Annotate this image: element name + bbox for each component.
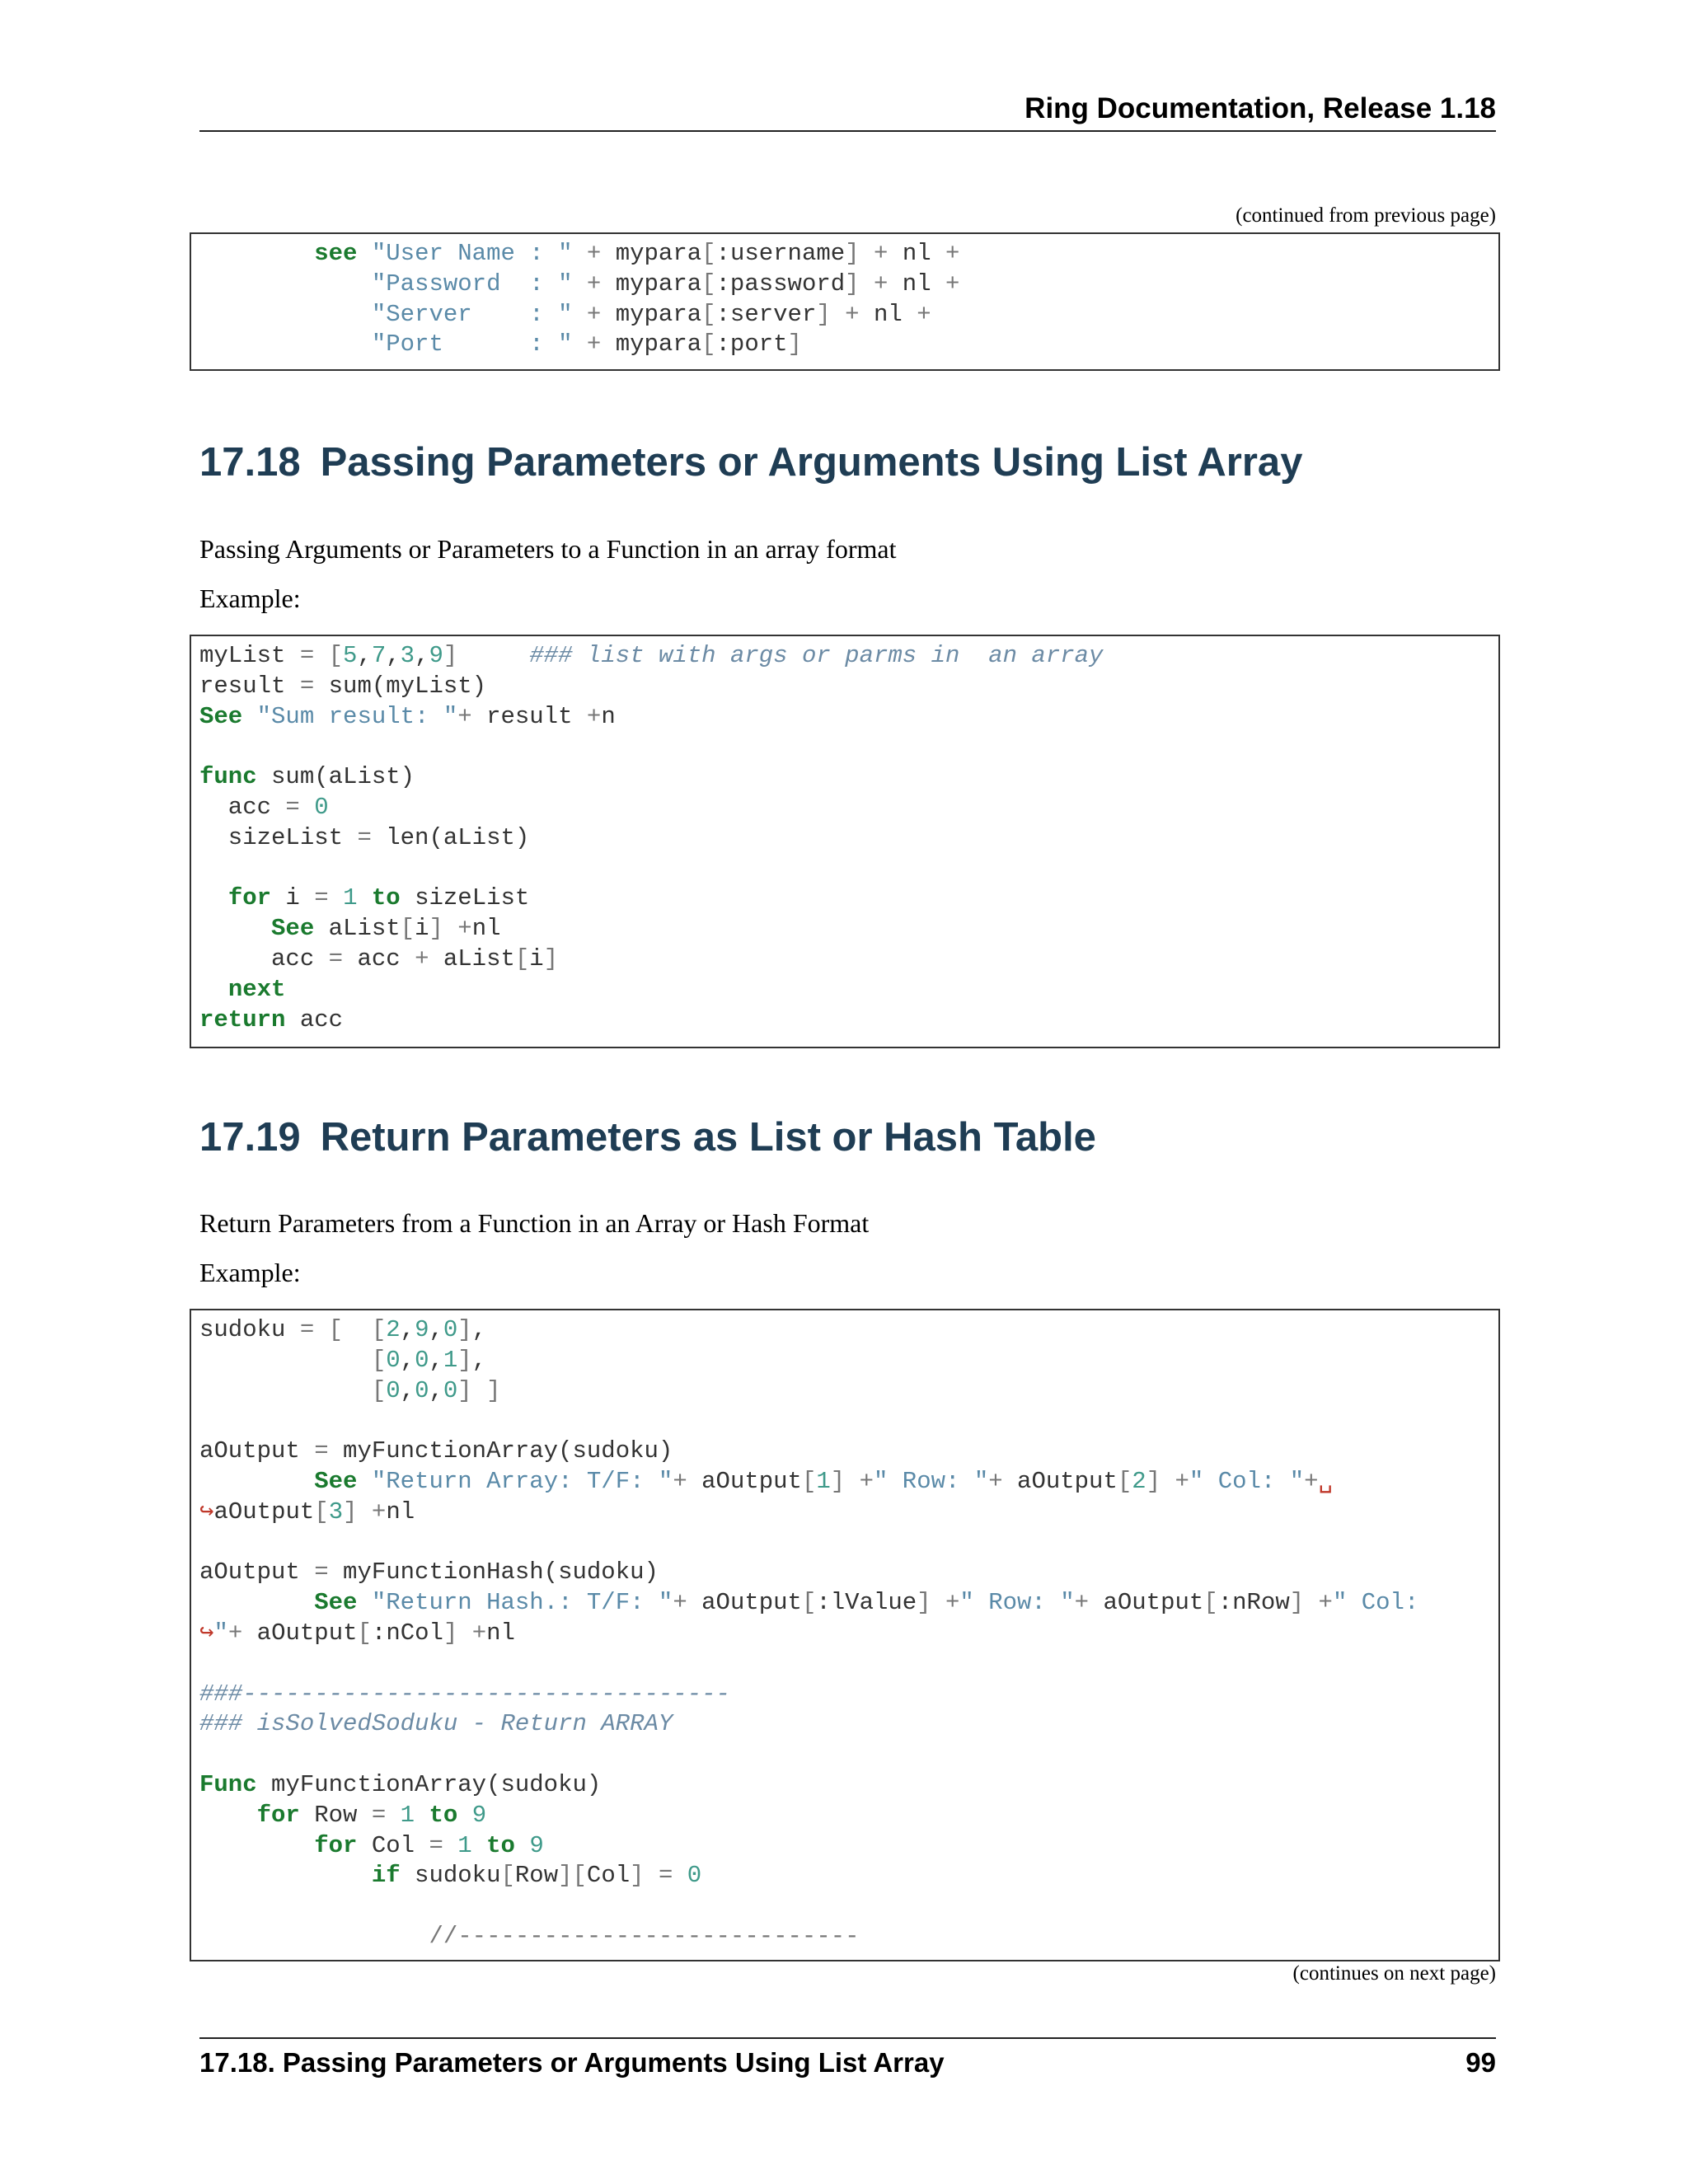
- code-line: sudoku = [ [2,9,0],: [199, 1316, 487, 1343]
- code-line: ↪aOutput[3] +nl: [199, 1497, 415, 1526]
- code-line: result = sum(myList): [199, 672, 487, 700]
- code-line: return acc: [199, 1005, 344, 1033]
- code-line: next: [227, 975, 286, 1003]
- code-line: if sudoku[Row][Col] = 0: [371, 1862, 702, 1890]
- code-block-continued: [190, 232, 1500, 371]
- code-line: "Port : " + mypara[:port]: [371, 330, 802, 359]
- code-line: aOutput = myFunctionArray(sudoku): [199, 1437, 673, 1465]
- section-number: 17.18: [199, 440, 301, 485]
- code-line: ↪"+ aOutput[:nCol] +nl: [199, 1619, 515, 1647]
- header-rule: [199, 130, 1496, 132]
- example-label: Example:: [199, 583, 301, 613]
- code-line: func sum(aList): [199, 763, 415, 791]
- section-intro-paragraph: Passing Arguments or Parameters to a Function in an array format: [199, 534, 897, 564]
- code-line: for Col = 1 to 9: [314, 1831, 544, 1859]
- page-number: 99: [1465, 2047, 1496, 2078]
- code-line: see "User Name : " + mypara[:username] + nl +: [314, 240, 960, 267]
- code-block-list-array: [190, 635, 1500, 1048]
- code-line: ###----------------------------------: [199, 1680, 730, 1708]
- code-block-hash-table: [190, 1309, 1500, 1961]
- code-line: [0,0,0] ]: [371, 1376, 501, 1404]
- code-block-hash-table-text: [191, 1310, 1498, 1957]
- section-number: 17.19: [199, 1115, 301, 1160]
- section-title: Return Parameters as List or Hash Table: [320, 1115, 1096, 1160]
- code-line: myList = [5,7,3,9] ### list with args or parms in an array: [199, 642, 1104, 669]
- example-label: Example:: [199, 1258, 301, 1287]
- code-line: See "Return Hash.: T/F: "+ aOutput[:lValue] +" Row: "+ aOutput[:nRow] +" Col:: [314, 1589, 1419, 1617]
- footer-section-title: 17.18. Passing Parameters or Arguments Using List Array: [199, 2047, 945, 2078]
- code-line: See "Return Array: T/F: "+ aOutput[1] +" Row: "+ aOutput[2] +" Col: "+␣: [314, 1467, 1334, 1495]
- continues-on-note: (continues on next page): [1292, 1962, 1496, 1985]
- code-line: acc = 0: [199, 793, 329, 821]
- code-line: aOutput = myFunctionHash(sudoku): [199, 1558, 659, 1586]
- continued-from-note: (continued from previous page): [1236, 204, 1496, 227]
- section-title: Passing Parameters or Arguments Using List Array: [320, 440, 1303, 485]
- code-line: Func myFunctionArray(sudoku): [199, 1770, 602, 1798]
- code-block-continued-text: [191, 234, 1498, 365]
- code-line: ### isSolvedSoduku - Return ARRAY: [199, 1710, 673, 1738]
- code-line: "Password : " + mypara[:password] + nl +: [371, 269, 960, 298]
- code-line: "Server : " + mypara[:server] + nl +: [371, 300, 931, 328]
- code-block-list-array-text: [191, 636, 1498, 1040]
- code-line: //----------------------------: [429, 1922, 860, 1950]
- code-line: for i = 1 to sizeList: [227, 884, 530, 912]
- footer-rule: [199, 2037, 1496, 2039]
- running-header-title: Ring Documentation, Release 1.18: [1025, 92, 1496, 124]
- section-heading-17-18: [199, 439, 1302, 485]
- code-line: acc = acc + aList[i]: [199, 944, 559, 972]
- section-heading-17-19: [199, 1114, 1096, 1160]
- code-line: for Row = 1 to 9: [256, 1801, 487, 1829]
- code-line: [0,0,1],: [371, 1346, 487, 1374]
- code-line: sizeList = len(aList): [199, 823, 530, 851]
- code-line: See aList[i] +nl: [271, 915, 501, 943]
- code-line: See "Sum result: "+ result +n: [199, 702, 616, 730]
- section-intro-paragraph: Return Parameters from a Function in an Array or Hash Format: [199, 1208, 870, 1238]
